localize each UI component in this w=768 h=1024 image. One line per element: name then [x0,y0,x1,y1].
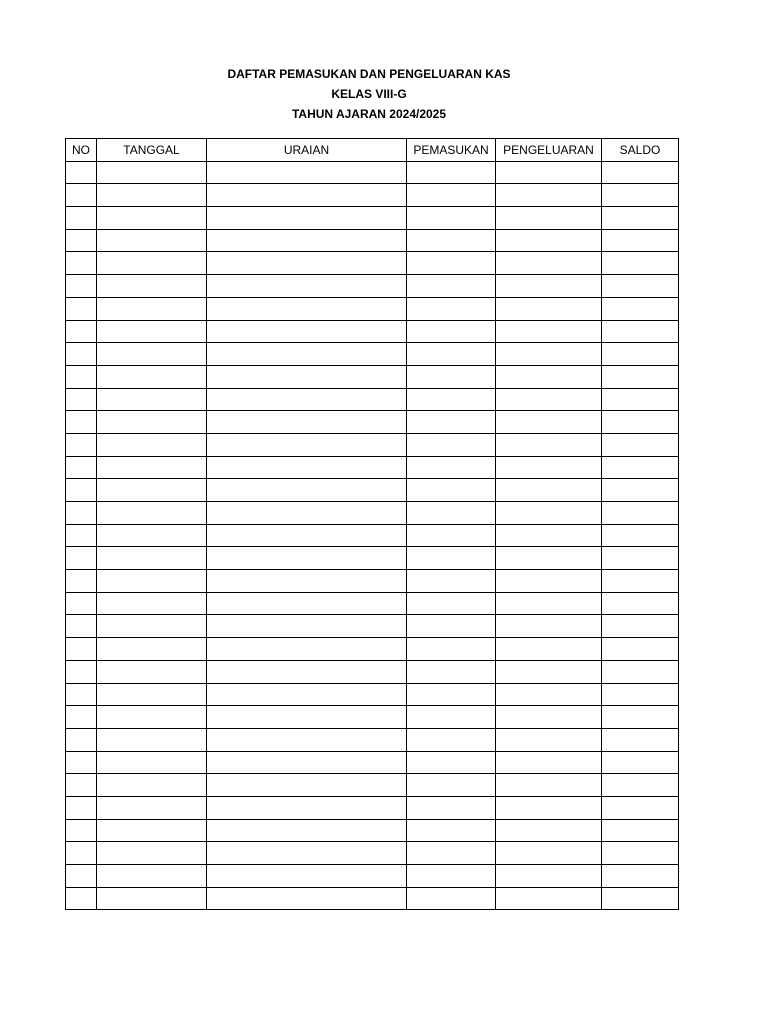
table-cell-tanggal [97,887,207,910]
table-row [66,161,679,184]
table-cell-pengeluaran [496,865,602,888]
table-cell-saldo [602,433,679,456]
table-row [66,502,679,525]
table-cell-tanggal [97,411,207,434]
table-cell-saldo [602,524,679,547]
table-cell-tanggal [97,479,207,502]
table-cell-uraian [207,433,407,456]
table-cell-no [66,252,97,275]
table-cell-pengeluaran [496,615,602,638]
table-cell-no [66,728,97,751]
table-cell-tanggal [97,638,207,661]
table-cell-tanggal [97,615,207,638]
table-cell-saldo [602,592,679,615]
table-row [66,547,679,570]
table-row [66,683,679,706]
table-cell-pemasukan [407,297,496,320]
table-cell-pengeluaran [496,819,602,842]
table-cell-saldo [602,842,679,865]
table-cell-saldo [602,479,679,502]
table-cell-pemasukan [407,411,496,434]
table-cell-pemasukan [407,615,496,638]
table-cell-saldo [602,229,679,252]
table-cell-saldo [602,207,679,230]
table-cell-saldo [602,252,679,275]
table-cell-tanggal [97,706,207,729]
table-cell-uraian [207,660,407,683]
table-cell-pemasukan [407,343,496,366]
table-cell-pemasukan [407,433,496,456]
table-row [66,411,679,434]
table-cell-saldo [602,887,679,910]
table-cell-saldo [602,365,679,388]
table-cell-uraian [207,706,407,729]
table-cell-uraian [207,502,407,525]
column-header-saldo: SALDO [602,139,679,162]
table-cell-pengeluaran [496,796,602,819]
table-cell-tanggal [97,365,207,388]
table-cell-pemasukan [407,502,496,525]
table-cell-pengeluaran [496,161,602,184]
table-cell-pengeluaran [496,706,602,729]
table-cell-saldo [602,615,679,638]
cash-ledger-table [65,138,679,910]
table-cell-uraian [207,796,407,819]
table-cell-tanggal [97,547,207,570]
table-cell-tanggal [97,865,207,888]
table-row [66,751,679,774]
table-cell-pemasukan [407,592,496,615]
table-row [66,865,679,888]
table-row [66,660,679,683]
table-cell-pengeluaran [496,660,602,683]
table-row [66,297,679,320]
table-cell-uraian [207,229,407,252]
table-cell-saldo [602,161,679,184]
title-line-2: KELAS VIII-G [331,87,407,101]
table-cell-pemasukan [407,229,496,252]
table-cell-pengeluaran [496,524,602,547]
column-header-tanggal: TANGGAL [97,139,207,162]
table-cell-pemasukan [407,456,496,479]
table-cell-uraian [207,638,407,661]
table-cell-tanggal [97,320,207,343]
table-cell-uraian [207,615,407,638]
table-cell-no [66,570,97,593]
table-cell-no [66,887,97,910]
table-cell-pemasukan [407,638,496,661]
table-cell-pemasukan [407,774,496,797]
table-cell-no [66,638,97,661]
table-cell-pengeluaran [496,297,602,320]
table-cell-pengeluaran [496,887,602,910]
table-cell-saldo [602,320,679,343]
table-cell-pengeluaran [496,184,602,207]
table-cell-pemasukan [407,706,496,729]
table-cell-uraian [207,751,407,774]
table-cell-saldo [602,570,679,593]
table-cell-no [66,433,97,456]
table-cell-tanggal [97,570,207,593]
table-cell-no [66,320,97,343]
table-cell-no [66,774,97,797]
table-cell-pemasukan [407,275,496,298]
table-cell-no [66,865,97,888]
table-cell-pengeluaran [496,320,602,343]
table-cell-pemasukan [407,796,496,819]
table-cell-pengeluaran [496,842,602,865]
table-cell-uraian [207,388,407,411]
table-cell-pemasukan [407,683,496,706]
table-row [66,433,679,456]
title-line-1: DAFTAR PEMASUKAN DAN PENGELUARAN KAS [227,67,511,81]
table-cell-uraian [207,479,407,502]
table-cell-no [66,547,97,570]
table-cell-pemasukan [407,728,496,751]
table-cell-no [66,275,97,298]
table-cell-no [66,706,97,729]
table-row [66,365,679,388]
table-cell-uraian [207,865,407,888]
table-cell-uraian [207,207,407,230]
table-cell-saldo [602,547,679,570]
table-cell-pengeluaran [496,570,602,593]
table-cell-saldo [602,774,679,797]
table-cell-pengeluaran [496,252,602,275]
table-cell-tanggal [97,343,207,366]
table-cell-tanggal [97,728,207,751]
table-cell-pengeluaran [496,275,602,298]
column-header-pengeluaran: PENGELUARAN [496,139,602,162]
table-cell-uraian [207,524,407,547]
table-cell-pemasukan [407,887,496,910]
table-row [66,774,679,797]
table-row [66,456,679,479]
table-cell-no [66,184,97,207]
column-header-uraian: URAIAN [207,139,407,162]
table-cell-pengeluaran [496,502,602,525]
table-cell-pemasukan [407,184,496,207]
table-cell-tanggal [97,161,207,184]
table-cell-no [66,229,97,252]
table-cell-saldo [602,411,679,434]
table-cell-pengeluaran [496,547,602,570]
table-cell-tanggal [97,184,207,207]
table-cell-pemasukan [407,842,496,865]
table-cell-tanggal [97,751,207,774]
table-cell-pemasukan [407,865,496,888]
table-cell-pengeluaran [496,592,602,615]
table-row [66,275,679,298]
table-cell-uraian [207,774,407,797]
table-row [66,184,679,207]
table-cell-tanggal [97,229,207,252]
table-cell-pengeluaran [496,207,602,230]
table-cell-uraian [207,184,407,207]
table-cell-tanggal [97,252,207,275]
table-cell-tanggal [97,660,207,683]
table-cell-pemasukan [407,365,496,388]
table-cell-saldo [602,343,679,366]
table-cell-no [66,615,97,638]
table-cell-tanggal [97,433,207,456]
table-cell-tanggal [97,683,207,706]
table-cell-pemasukan [407,479,496,502]
table-row [66,887,679,910]
table-row [66,252,679,275]
table-cell-pemasukan [407,388,496,411]
table-cell-saldo [602,706,679,729]
table-cell-pengeluaran [496,229,602,252]
table-cell-no [66,388,97,411]
table-cell-saldo [602,456,679,479]
table-cell-pengeluaran [496,728,602,751]
table-row [66,207,679,230]
table-cell-no [66,343,97,366]
table-cell-pengeluaran [496,479,602,502]
table-cell-tanggal [97,796,207,819]
column-header-pemasukan: PEMASUKAN [407,139,496,162]
table-cell-saldo [602,638,679,661]
table-cell-uraian [207,365,407,388]
column-header-no: NO [66,139,97,162]
table-cell-pengeluaran [496,751,602,774]
table-cell-uraian [207,320,407,343]
table-cell-saldo [602,297,679,320]
table-cell-pengeluaran [496,456,602,479]
table-cell-pemasukan [407,660,496,683]
table-cell-saldo [602,751,679,774]
table-cell-saldo [602,796,679,819]
table-cell-no [66,751,97,774]
table-cell-uraian [207,547,407,570]
table-cell-pemasukan [407,207,496,230]
title-line-3: TAHUN AJARAN 2024/2025 [291,107,447,121]
table-cell-uraian [207,887,407,910]
table-cell-uraian [207,728,407,751]
table-cell-tanggal [97,819,207,842]
table-cell-uraian [207,161,407,184]
table-cell-no [66,297,97,320]
table-cell-pengeluaran [496,638,602,661]
table-cell-no [66,456,97,479]
table-cell-no [66,796,97,819]
table-cell-pemasukan [407,320,496,343]
table-cell-pemasukan [407,819,496,842]
table-cell-no [66,524,97,547]
table-row [66,320,679,343]
table-row [66,796,679,819]
table-cell-pengeluaran [496,774,602,797]
table-cell-tanggal [97,388,207,411]
table-cell-tanggal [97,842,207,865]
table-cell-uraian [207,456,407,479]
table-cell-pemasukan [407,751,496,774]
table-cell-no [66,819,97,842]
table-cell-no [66,365,97,388]
table-cell-pengeluaran [496,411,602,434]
table-row [66,229,679,252]
table-cell-pemasukan [407,524,496,547]
table-row [66,570,679,593]
table-cell-tanggal [97,297,207,320]
table-row [66,592,679,615]
table-row [66,615,679,638]
document-title [0,64,738,124]
table-body [66,161,679,910]
table-row [66,728,679,751]
table-cell-no [66,411,97,434]
table-cell-saldo [602,502,679,525]
table-cell-no [66,161,97,184]
table-cell-pengeluaran [496,343,602,366]
table-cell-uraian [207,592,407,615]
table-cell-uraian [207,683,407,706]
table-row [66,479,679,502]
table-row [66,388,679,411]
table-cell-saldo [602,728,679,751]
table-cell-tanggal [97,524,207,547]
table-row [66,819,679,842]
table-cell-no [66,660,97,683]
table-cell-pengeluaran [496,683,602,706]
table-cell-no [66,502,97,525]
table-cell-uraian [207,343,407,366]
table-cell-uraian [207,819,407,842]
table-cell-pemasukan [407,252,496,275]
table-row [66,638,679,661]
table-cell-uraian [207,297,407,320]
table-header-row [66,139,679,162]
table-cell-saldo [602,819,679,842]
table-cell-uraian [207,570,407,593]
table-row [66,706,679,729]
table-cell-no [66,207,97,230]
table-cell-pengeluaran [496,433,602,456]
table-cell-saldo [602,388,679,411]
table-cell-pemasukan [407,161,496,184]
table-cell-tanggal [97,275,207,298]
table-cell-pengeluaran [496,388,602,411]
table-cell-no [66,683,97,706]
table-cell-no [66,479,97,502]
table-cell-saldo [602,275,679,298]
table-cell-tanggal [97,456,207,479]
table-cell-pemasukan [407,547,496,570]
table-cell-saldo [602,184,679,207]
table-row [66,343,679,366]
table-row [66,842,679,865]
table-cell-saldo [602,865,679,888]
table-cell-no [66,842,97,865]
table-cell-saldo [602,660,679,683]
table-cell-uraian [207,275,407,298]
table-cell-tanggal [97,774,207,797]
table-cell-pemasukan [407,570,496,593]
table-cell-saldo [602,683,679,706]
table-cell-tanggal [97,592,207,615]
table-cell-tanggal [97,502,207,525]
table-cell-tanggal [97,207,207,230]
table-cell-uraian [207,411,407,434]
table-cell-uraian [207,842,407,865]
table-cell-no [66,592,97,615]
table-cell-uraian [207,252,407,275]
table-cell-pengeluaran [496,365,602,388]
table-row [66,524,679,547]
